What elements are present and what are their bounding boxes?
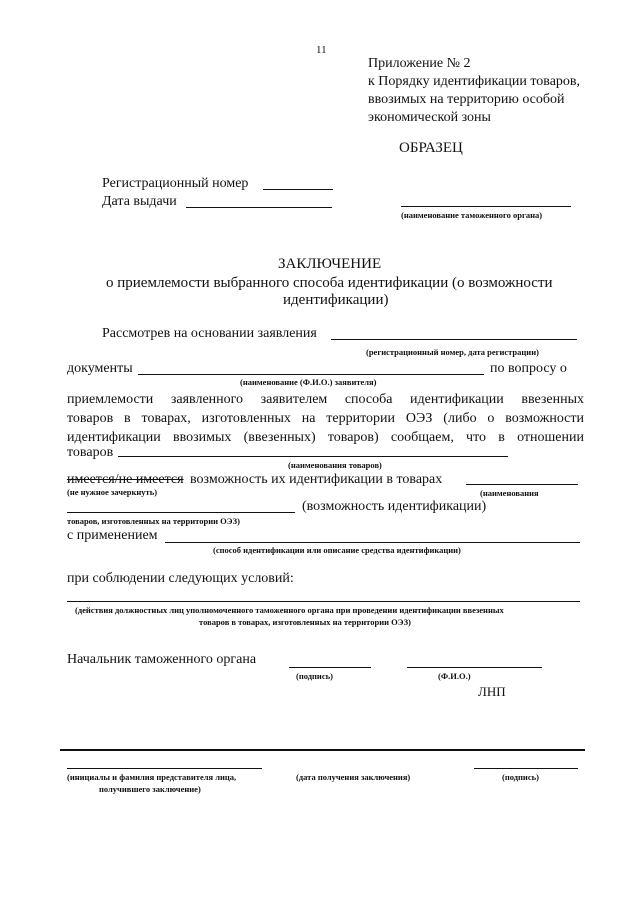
appendix-line-1: Приложение № 2 bbox=[368, 56, 471, 71]
goods-made-caption: товаров, изготовленных на территории ОЭЗ) bbox=[67, 516, 240, 526]
names-caption: (наименования bbox=[480, 488, 539, 498]
with-use-label: с применением bbox=[67, 528, 158, 543]
names-line bbox=[466, 484, 578, 485]
applicant-caption: (наименование (Ф.И.О.) заявителя) bbox=[240, 377, 377, 387]
applicant-line bbox=[138, 374, 484, 375]
signature-line-2 bbox=[474, 768, 578, 769]
paragraph-line-3: идентификации ввозимых (ввезенных) товаров) сообщаем, что в отношении bbox=[67, 430, 584, 445]
appendix-line-3: ввозимых на территорию особой bbox=[368, 92, 565, 107]
sample-label: ОБРАЗЕЦ bbox=[399, 140, 463, 156]
goods-label: товаров bbox=[67, 445, 114, 460]
receipt-date-caption: (дата получения заключения) bbox=[296, 772, 411, 782]
appendix-line-4: экономической зоны bbox=[368, 110, 491, 125]
actions-caption-line-2: товаров в товарах, изготовленных на территории ОЭЗ) bbox=[199, 617, 411, 627]
method-caption: (способ идентификации или описание средства идентификации) bbox=[213, 545, 461, 555]
considered-caption: (регистрационный номер, дата регистрации) bbox=[366, 347, 539, 357]
page-number: 11 bbox=[316, 44, 327, 56]
considered-label: Рассмотрев на основании заявления bbox=[102, 326, 317, 341]
documents-label: документы bbox=[67, 361, 133, 376]
issue-date-label: Дата выдачи bbox=[102, 194, 177, 209]
representative-caption-line-1: (инициалы и фамилия представителя лица, bbox=[67, 772, 237, 782]
reg-number-label: Регистрационный номер bbox=[102, 176, 249, 191]
possibility-text: возможность их идентификации в товарах bbox=[190, 472, 443, 487]
has-not-has-text: имеется/не имеется bbox=[67, 472, 184, 487]
fio-caption: (Ф.И.О.) bbox=[438, 671, 471, 681]
chief-fio-line bbox=[407, 667, 542, 668]
strike-caption: (не нужное зачеркнуть) bbox=[67, 487, 158, 497]
reg-number-line bbox=[263, 189, 333, 190]
subtitle-line-1: о приемлемости выбранного способа идентификации (о возможности bbox=[106, 275, 553, 291]
separator-line bbox=[60, 749, 585, 751]
representative-line bbox=[67, 768, 262, 769]
application-line bbox=[331, 339, 577, 340]
signature-caption-2: (подпись) bbox=[502, 772, 539, 782]
conditions-label: при соблюдении следующих условий: bbox=[67, 571, 294, 586]
representative-caption-line-2: получившего заключение) bbox=[99, 784, 201, 794]
chief-label: Начальник таможенного органа bbox=[67, 652, 257, 667]
goods-caption: (наименования товаров) bbox=[288, 460, 382, 470]
customs-body-caption: (наименование таможенного органа) bbox=[401, 210, 543, 220]
possibility-identification: (возможность идентификации) bbox=[302, 499, 487, 514]
appendix-line-2: к Порядку идентификации товаров, bbox=[368, 74, 581, 89]
issue-date-line bbox=[186, 207, 332, 208]
signature-caption: (подпись) bbox=[296, 671, 333, 681]
conditions-line bbox=[67, 601, 580, 602]
chief-signature-line bbox=[289, 667, 371, 668]
customs-body-line bbox=[401, 206, 571, 207]
method-line bbox=[165, 542, 580, 543]
goods-made-line bbox=[67, 512, 295, 513]
goods-line bbox=[118, 456, 508, 457]
lnp-mark: ЛНП bbox=[478, 684, 506, 699]
actions-caption-line-1: (действия должностных лиц уполномоченного таможенного органа при проведении идентификации ввезенных bbox=[75, 605, 504, 615]
paragraph-line-1: приемлемости заявленного заявителем способа идентификации ввезенных bbox=[67, 392, 584, 407]
subtitle-line-2: идентификации) bbox=[283, 292, 389, 308]
on-question-label: по вопросу о bbox=[490, 361, 567, 376]
document-title: ЗАКЛЮЧЕНИЕ bbox=[278, 256, 382, 272]
paragraph-line-2: товаров в товарах, изготовленных на территории ОЭЗ (либо о возможности bbox=[67, 411, 584, 426]
